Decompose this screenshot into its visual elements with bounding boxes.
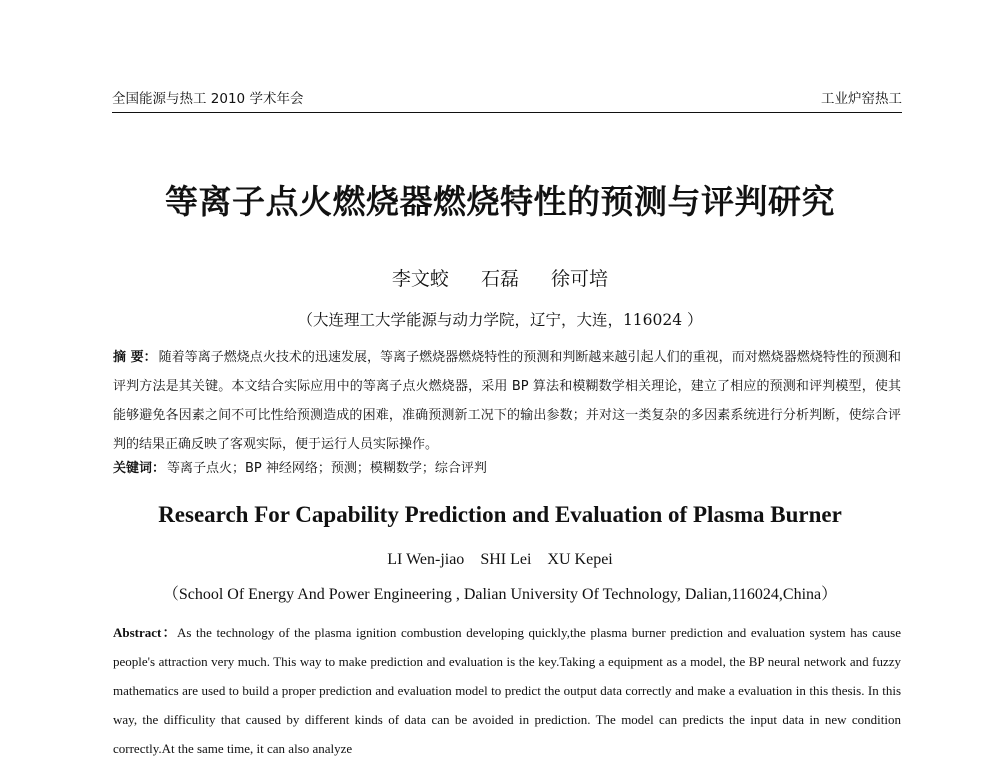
abstract-label-chinese: 摘 要： xyxy=(113,350,157,365)
author-name: 徐可培 xyxy=(551,268,609,290)
keywords-chinese xyxy=(113,456,901,482)
abstract-label-english: Abstract： xyxy=(113,625,177,640)
authors-chinese xyxy=(0,266,1000,292)
affiliation-chinese: （大连理工大学能源与动力学院，辽宁，大连，116024 ） xyxy=(297,311,703,329)
abstract-text-english: As the technology of the plasma ignition combustion developing quickly,the plasma burner prediction and evaluation system has cause people's attraction very much. This way to make prediction and evaluation is the key.Taking a equipment as a model, the BP neural network and fuzzy mathematics are used to build a proper prediction and evaluation model to predict the output data correctly and make a evaluation in this thesis. In this way, the difficulity that caused by different kinds of data can be avoided in prediction. The model can predicts the input data in new condition correctly.At the same time, it can also analyze xyxy=(113,625,901,756)
author-name: 李文蛟 xyxy=(391,268,449,290)
abstract-text-chinese: 随着等离子燃烧点火技术的迅速发展，等离子燃烧器燃烧特性的预测和判断越来越引起人们的重视，而对燃烧器燃烧特性的预测和评判方法是其关键。本文结合实际应用中的等离子点火燃烧器，采用 BP 算法和模糊数学相关理论，建立了相应的预测和评判模型，使其能够避免各因素之间不可比性给预测造成的困难，准确预测新工况下的输出参数；并对这一类复杂的多因素系统进行分析判断，使综合评判的结果正确反映了客观实际，便于运行人员实际操作。 xyxy=(113,350,901,452)
paper-title-english: Research For Capability Prediction and Evaluation of Plasma Burner xyxy=(158,502,842,527)
author-name: XU Kepei xyxy=(547,551,613,568)
affiliation-english: （School Of Energy And Power Engineering , Dalian University Of Technology, Dalian,116024,China） xyxy=(162,586,838,603)
abstract-chinese xyxy=(113,343,901,459)
running-header xyxy=(112,88,902,113)
authors-english xyxy=(0,549,1000,571)
keywords-label-chinese: 关键词： xyxy=(113,461,166,476)
paper-title-chinese: 等离子点火燃烧器燃烧特性的预测与评判研究 xyxy=(165,182,835,221)
author-name: LI Wen-jiao xyxy=(387,551,465,568)
author-name: 石磊 xyxy=(480,268,519,290)
abstract-english xyxy=(113,618,901,763)
header-section: 工业炉窑热工 xyxy=(821,91,902,107)
header-conference: 全国能源与热工 2010 学术年会 xyxy=(112,91,304,107)
author-name: SHI Lei xyxy=(480,551,532,568)
keywords-text-chinese: 等离子点火；BP 神经网络；预测；模糊数学；综合评判 xyxy=(167,461,487,476)
